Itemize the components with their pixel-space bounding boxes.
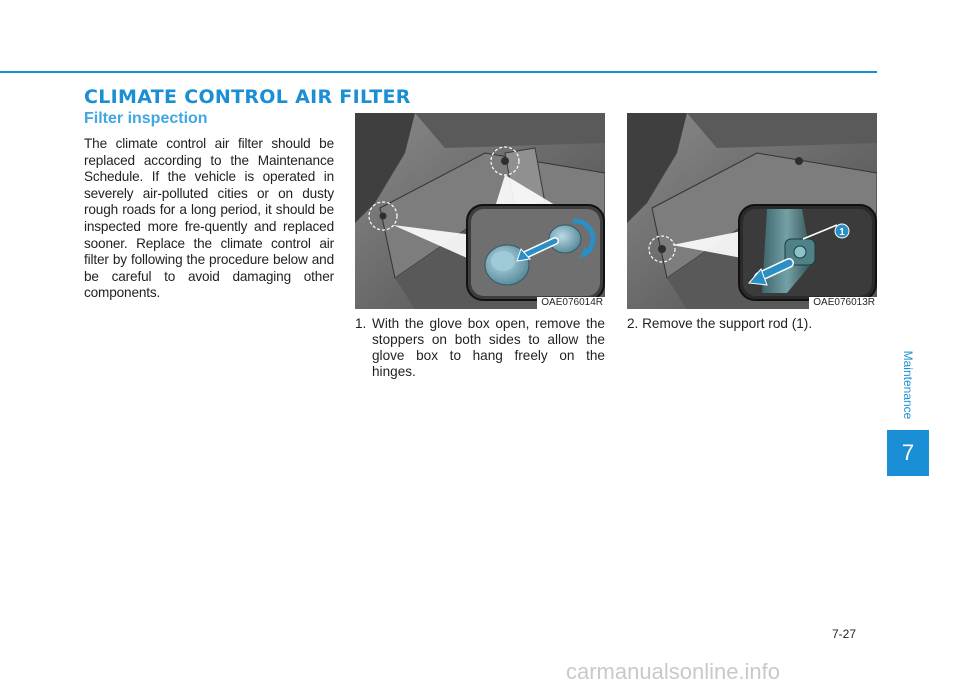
figure-code: OAE076014R <box>537 297 605 309</box>
step-1: 1. With the glove box open, remove the stoppers on both sides to allow the glove box to hang freely on the hinges. <box>355 316 605 379</box>
support-rod-illustration <box>627 113 877 309</box>
step-2: 2. Remove the support rod (1). <box>627 316 813 331</box>
figure-glove-box-stoppers <box>355 113 605 309</box>
figure-code: OAE076013R <box>809 297 877 309</box>
watermark: carmanualsonline.info <box>566 659 781 684</box>
page-number: 7-27 <box>832 627 857 641</box>
subsection-title: Filter inspection <box>84 110 208 127</box>
header-rule <box>0 71 877 73</box>
callout-number: 1 <box>839 227 845 238</box>
chapter-number: 7 <box>901 440 915 465</box>
figure-support-rod <box>627 113 877 309</box>
chapter-tab <box>887 430 929 476</box>
chapter-side-label <box>896 340 920 430</box>
body-paragraph: The climate control air filter should be replaced according to the Maintenance Schedule. If the vehicle is operated in severely air-polluted cities or on dusty rough roads for a long period, it should be inspected more fre-quently and replaced sooner. Replace the climate control air filter by following the procedure below and be careful to avoid damaging other components. <box>84 136 334 301</box>
section-title: CLIMATE CONTROL AIR FILTER <box>84 86 411 108</box>
chapter-name: Maintenance <box>901 350 915 420</box>
glove-box-stopper-illustration <box>355 113 605 309</box>
